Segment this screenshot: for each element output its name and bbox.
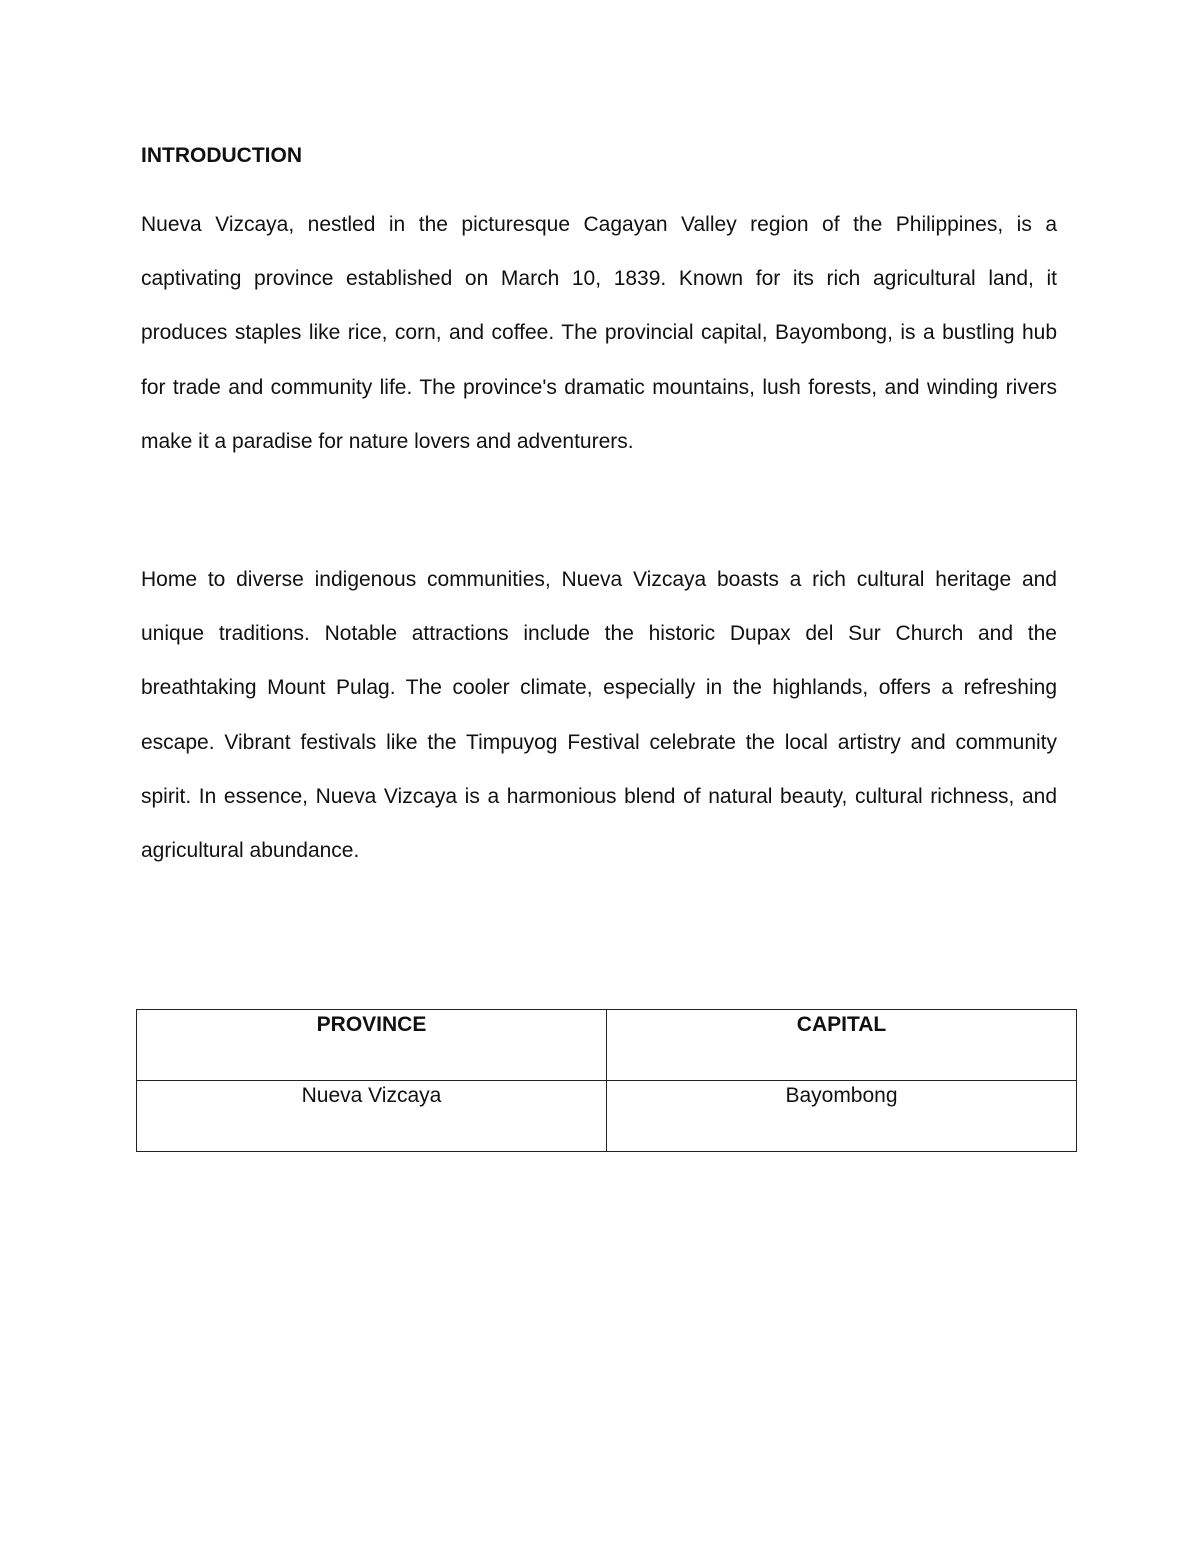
- cell-capital: Bayombong: [607, 1081, 1077, 1152]
- intro-paragraph-2: Home to diverse indigenous communities, Nueva Vizcaya boasts a rich cultural heritage and unique traditions. Notable attractions include the historic Dupax del Sur Church and the breathtaking Mount Pulag. The cooler climate, especially in the highlands, offers a refreshing escape. Vibrant festivals like the Timpuyog Festival celebrate the local artistry and community spirit. In essence, Nueva Vizcaya is a harmonious blend of natural beauty, cultural richness, and agricultural abundance.: [141, 568, 1057, 863]
- cell-province: Nueva Vizcaya: [137, 1081, 607, 1152]
- province-capital-table: [136, 1009, 1077, 1152]
- page-title: INTRODUCTION: [141, 144, 302, 167]
- intro-paragraph-1: Nueva Vizcaya, nestled in the picturesque Cagayan Valley region of the Philippines, is a captivating province established on March 10, 1839. Known for its rich agricultural land, it produces staples like rice, corn, and coffee. The provincial capital, Bayombong, is a bustling hub for trade and community life. The province's dramatic mountains, lush forests, and winding rivers make it a paradise for nature lovers and adventurers.: [141, 213, 1057, 453]
- table-header-row: [137, 1010, 1077, 1081]
- header-capital: CAPITAL: [607, 1010, 1077, 1081]
- header-province: PROVINCE: [137, 1010, 607, 1081]
- table-row: [137, 1081, 1077, 1152]
